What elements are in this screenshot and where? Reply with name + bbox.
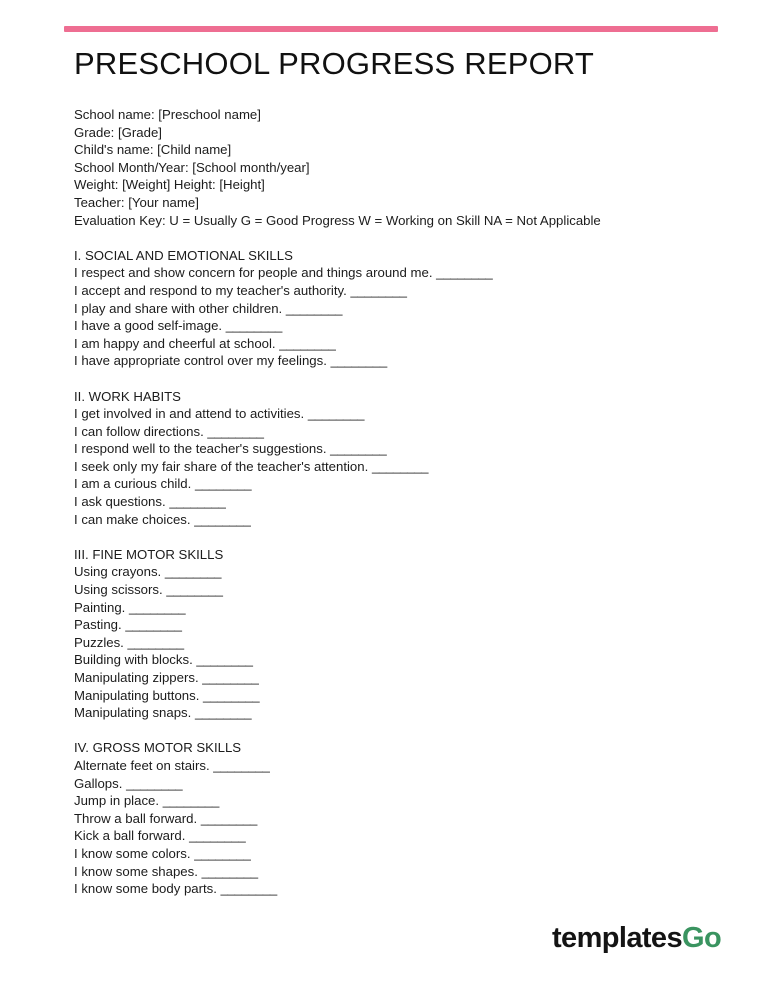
skill-item-label: I know some colors. [74,845,191,861]
skill-item-row [74,651,718,669]
skill-item-row [74,335,718,353]
skill-item-label: Manipulating snaps. [74,705,192,721]
skill-rating-blank[interactable]: ________ [330,441,387,457]
skill-item-label: I can follow directions. [74,423,204,439]
skill-item-row [74,687,718,705]
skill-rating-blank[interactable]: ________ [194,511,251,527]
document-content [74,44,718,898]
skill-item-label: I can make choices. [74,511,191,527]
skill-item-label: I know some shapes. [74,863,198,879]
skill-rating-blank[interactable]: ________ [194,845,251,861]
meta-line: Child's name: [Child name] [74,142,232,158]
section-heading: IV. GROSS MOTOR SKILLS [74,740,242,756]
meta-line: Teacher: [Your name] [74,194,199,210]
skill-rating-blank[interactable]: ________ [371,458,429,474]
section-spacer [74,722,718,740]
skill-item-label: Alternate feet on stairs. [74,757,210,773]
section-spacer [74,229,718,247]
skill-item-label: Kick a ball forward. [74,828,186,844]
section-spacer [74,528,718,546]
report-body [74,229,718,898]
skill-rating-blank[interactable]: ________ [127,634,184,650]
skill-item-label: I accept and respond to my teacher's authority. [74,282,347,298]
skill-rating-blank[interactable]: ________ [189,828,246,844]
page-title: PRESCHOOL PROGRESS REPORT [74,46,595,81]
skill-item-row [74,845,718,863]
brand-accent-text: Go [682,922,722,954]
skill-rating-blank[interactable]: ________ [125,617,182,633]
skill-item-row [74,704,718,722]
skill-rating-blank[interactable]: ________ [196,652,253,668]
skill-item-row [74,599,718,617]
section-spacer [74,370,718,388]
skill-item-label: I ask questions. [74,494,166,510]
skill-item-row [74,282,718,300]
skill-item-row [74,352,718,370]
skill-item-row [74,563,718,581]
skill-item-row [74,458,718,476]
skill-item-row [74,880,718,898]
skill-item-row [74,405,718,423]
skill-rating-blank[interactable]: ________ [307,406,365,422]
skill-rating-blank[interactable]: ________ [129,599,186,615]
skill-item-label: I know some body parts. [74,881,217,897]
skill-rating-blank[interactable]: ________ [202,670,259,685]
skill-item-row [74,775,718,793]
section-heading: III. FINE MOTOR SKILLS [74,546,224,562]
skill-item-label: I have appropriate control over my feelings. [74,353,327,369]
skill-item-row [74,792,718,810]
skill-item-label: Gallops. [74,775,123,791]
brand-logo [552,921,721,955]
skill-rating-blank[interactable]: ________ [350,282,407,298]
brand-primary-text: templates [552,922,682,954]
skill-item-row [74,317,718,335]
skill-item-label: Painting. [74,599,126,615]
meta-line: Grade: [Grade] [74,124,162,140]
skill-item-row [74,440,718,458]
skill-item-label: I have a good self-image. [74,318,223,334]
skill-item-label: I am a curious child. [74,476,192,492]
skill-item-row [74,810,718,828]
skill-rating-blank[interactable]: ________ [330,353,387,369]
skill-item-row [74,300,718,318]
skill-rating-blank[interactable]: ________ [213,757,270,773]
skill-item-label: Building with blocks. [74,652,193,668]
skill-item-row [74,634,718,652]
skill-item-row [74,863,718,881]
skill-item-label: Manipulating zippers. [74,670,199,685]
skill-rating-blank[interactable]: ________ [126,775,183,791]
skill-item-label: Throw a ball forward. [74,810,198,826]
skill-rating-blank[interactable]: ________ [436,265,493,281]
skill-rating-blank[interactable]: ________ [164,564,222,580]
skill-item-label: I respect and show concern for people and things around me. [74,265,433,281]
skill-item-row [74,669,718,687]
meta-line: School name: [Preschool name] [74,107,261,122]
skill-item-row [74,827,718,845]
skill-rating-blank[interactable]: ________ [200,810,258,826]
report-meta-block [74,106,718,229]
meta-line: Evaluation Key: U = Usually G = Good Progress W = Working on Skill NA = Not Applicable [74,212,601,228]
skill-rating-blank[interactable]: ________ [194,705,252,721]
meta-line: Weight: [Weight] Height: [Height] [74,177,265,193]
skill-rating-blank[interactable]: ________ [285,300,343,316]
skill-item-row [74,757,718,775]
skill-rating-blank[interactable]: ________ [203,687,260,703]
skill-rating-blank[interactable]: ________ [207,423,264,439]
skill-rating-blank[interactable]: ________ [279,335,336,351]
skill-item-label: Pasting. [74,617,122,633]
skill-item-label: I get involved in and attend to activities. [74,406,305,422]
skill-item-label: Manipulating buttons. [74,687,200,703]
skill-rating-blank[interactable]: ________ [225,318,283,334]
skill-item-label: I am happy and cheerful at school. [74,335,276,351]
skill-item-label: I seek only my fair share of the teacher's attention. [74,458,369,474]
section-heading: II. WORK HABITS [74,388,181,404]
skill-rating-blank[interactable]: ________ [169,494,226,510]
skill-item-row [74,616,718,634]
skill-item-label: I play and share with other children. [74,300,283,316]
skill-item-label: Puzzles. [74,634,124,650]
skill-item-row [74,264,718,282]
skill-item-row [74,423,718,441]
skill-item-label: Using scissors. [74,582,163,598]
skill-item-row [74,475,718,493]
skill-item-row [74,511,718,529]
header-accent-bar [64,26,718,32]
skill-item-label: I respond well to the teacher's suggestions. [74,441,327,457]
skill-item-label: Jump in place. [74,793,160,809]
skill-rating-blank[interactable]: ________ [194,476,252,492]
skill-item-label: Using crayons. [74,564,162,580]
skill-item-row [74,493,718,511]
skill-rating-blank[interactable]: ________ [220,881,277,897]
meta-line: School Month/Year: [School month/year] [74,159,310,175]
skill-item-row [74,581,718,599]
skill-rating-blank[interactable]: ________ [162,793,219,809]
skill-rating-blank[interactable]: ________ [166,582,223,598]
section-heading: I. SOCIAL AND EMOTIONAL SKILLS [74,247,293,263]
skill-rating-blank[interactable]: ________ [201,863,258,879]
